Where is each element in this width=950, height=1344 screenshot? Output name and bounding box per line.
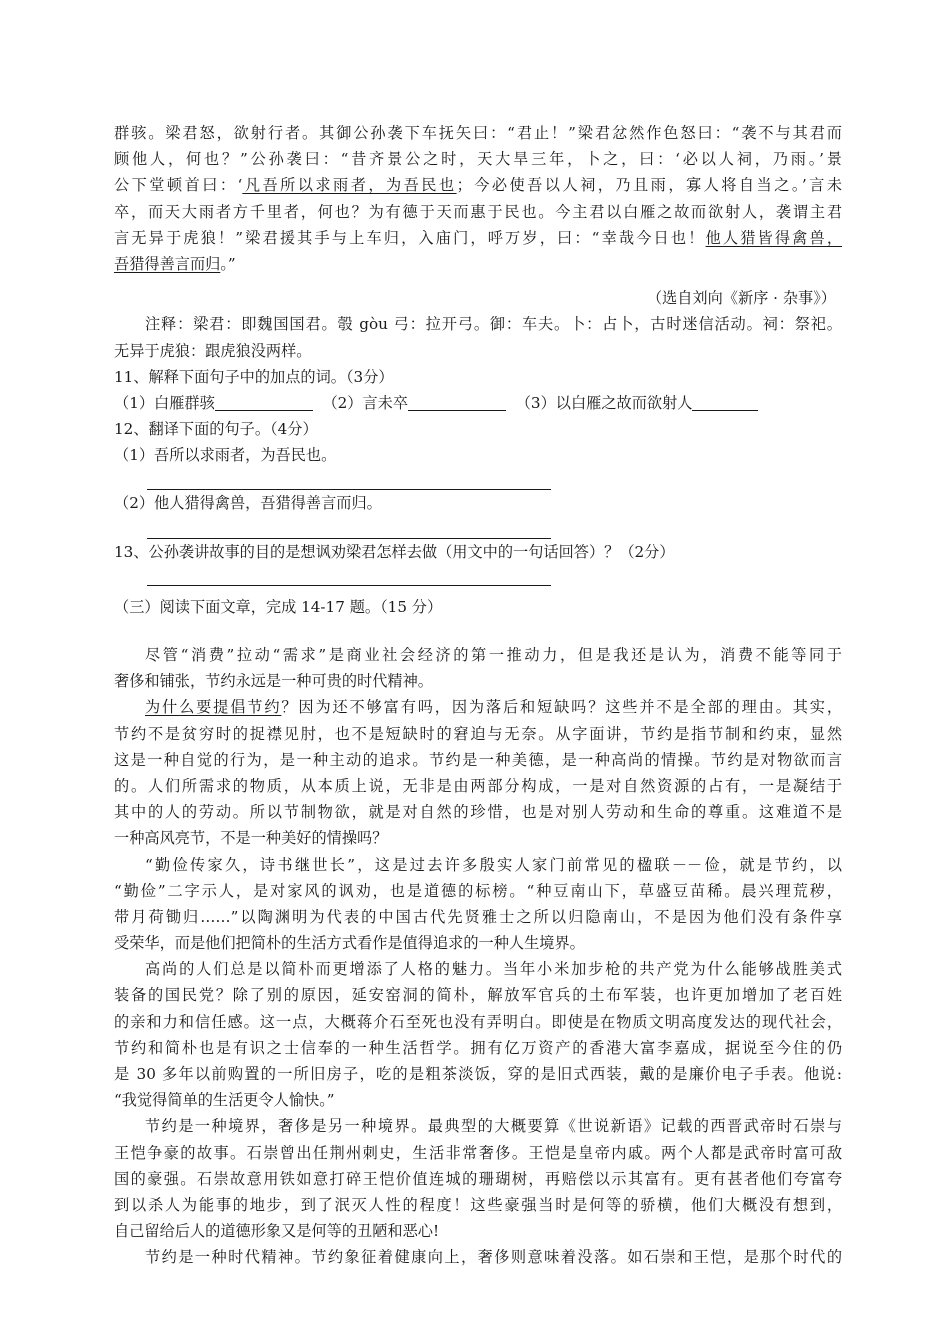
essay-p1-line-1: 尽管“消费”拉动“需求”是商业社会经济的第一推动力，但是我还是认为，消费不能等同于 xyxy=(145,646,842,664)
question-13: 13、公孙袭讲故事的目的是想讽劝梁君怎样去做（用文中的一句话回答）？（2分） xyxy=(114,542,675,561)
essay-p4-line-1: 高尚的人们总是以简朴而更增添了人格的魅力。当年小米加步枪的共产党为什么能够战胜美式 xyxy=(145,960,842,979)
essay-p5-line-3: 国的豪强。石崇故意用铁如意打碎王恺价值连城的珊瑚树，再赔偿以示其富有。更有甚者他们夸富夸 xyxy=(114,1169,842,1188)
story-line-2: 顾他人，何也？”公孙袭曰：“昔齐景公之时，天大旱三年，卜之，曰：‘必以人祠，乃雨。’景 xyxy=(114,150,842,169)
document-page xyxy=(114,120,842,1271)
essay-p5-line-4: 到以杀人为能事的地步，到了泯灭人性的程度！这些豪强当时是何等的骄横，他们大概没有想到， xyxy=(114,1195,842,1214)
essay-p2-line-2: 节约不是贫穷时的捉襟见肘，也不是短缺时的窘迫与无奈。从字面讲，节约是指节制和约束，显然 xyxy=(114,724,842,743)
answer-blank[interactable] xyxy=(692,394,758,411)
essay-p4-line-4: 节约和简朴也是有识之士信奉的一种生活哲学。拥有亿万资产的香港大富李嘉成，据说至今住的仍 xyxy=(114,1038,842,1057)
essay-p3-line-1: “勤俭传家久，诗书继世长”，这是过去许多殷实人家门前常见的楹联－－俭，就是节约，以 xyxy=(145,855,842,874)
essay-p4-line-6: “我觉得简单的生活更令人愉快。” xyxy=(114,1091,335,1110)
source-citation: （选自刘向《新序 · 杂事》） xyxy=(646,289,836,308)
underlined-sentence: 吾猎得善言而归 xyxy=(114,254,221,273)
story-line-1: 群骇。梁君怒，欲射行者。其御公孙袭下车抚矢曰：“君止！”梁君忿然作色怒曰：“袭不与其君而 xyxy=(114,124,842,142)
notes-line-1: 注释：梁君：即魏国国君。彀 gòu 弓：拉开弓。御：车夫。卜：占卜，古时迷信活动。祠：祭祀。 xyxy=(145,315,842,334)
essay-p5-line-5: 自己留给后人的道德形象又是何等的丑陋和恶心! xyxy=(114,1222,440,1241)
essay-p2-line-3: 这是一种自觉的行为，是一种主动的追求。节约是一种美德，是一种高尚的情操。节约是对物欲而言 xyxy=(114,750,842,769)
essay-p3-line-3: 带月荷锄归……”以陶渊明为代表的中国古代先贤雅士之所以归隐南山，不是因为他们没有条件享 xyxy=(114,907,842,926)
story-line-5: 言无异于虎狼！”梁君援其手与上车归，入庙门，呼万岁，曰：“幸哉今日也！他人猎皆得禽兽， xyxy=(114,228,842,247)
essay-p6-line-1: 节约是一种时代精神。节约象征着健康向上，奢侈则意味着没落。如石崇和王恺，是那个时代的 xyxy=(145,1248,842,1267)
question-12-1: （1）吾所以求雨者，为吾民也。 xyxy=(114,446,337,465)
essay-p3-line-4: 受荣华，而是他们把简朴的生活方式看作是值得追求的一种人生境界。 xyxy=(114,934,585,953)
answer-blank[interactable] xyxy=(408,394,506,411)
underlined-sentence: 为什么要提倡节约 xyxy=(145,698,282,717)
essay-p3-line-2: “勤俭”二字示人，是对家风的讽劝，也是道德的标榜。“种豆南山下，草盛豆苗稀。晨兴理荒秽， xyxy=(114,881,842,900)
essay-p2-line-4: 的。人们所需求的物质，从本质上说，无非是由两部分构成，一是对自然资源的占有，一是凝结于 xyxy=(114,776,842,795)
answer-line[interactable] xyxy=(147,565,551,586)
essay-p2-line-6: 一种高风亮节，不是一种美好的情操吗？ xyxy=(114,829,388,848)
answer-blank[interactable] xyxy=(215,394,313,411)
section-3-heading: （三）阅读下面文章，完成 14-17 题。（15 分） xyxy=(114,597,443,616)
essay-p4-line-3: 的亲和力和信任感。这一点，大概蒋介石至死也没有弄明白。即使是在物质文明高度发达的现代社会， xyxy=(114,1012,842,1031)
question-11: 11、解释下面句子中的加点的词。（3分） xyxy=(114,367,394,386)
essay-p5-line-2: 王恺争豪的故事。石崇曾出任荆州刺史，生活非常奢侈。王恺是皇帝内戚。两个人都是武帝时富可敌 xyxy=(114,1143,842,1162)
question-11-items: （1）白雁群骇 （2）言未卒 （3）以白雁之故而欲射人 xyxy=(114,390,842,416)
essay-p2-line-5: 其中的人的劳动。所以节制物欲，就是对自然的珍惜，也是对别人劳动和生命的尊重。这难道不是 xyxy=(114,803,842,822)
answer-line[interactable] xyxy=(147,468,551,490)
essay-p1-line-2: 奢侈和铺张，节约永远是一种可贵的时代精神。 xyxy=(114,672,433,691)
question-12-2: （2）他人猎得禽兽，吾猎得善言而归。 xyxy=(114,494,382,513)
underlined-sentence: 他人猎皆得禽兽， xyxy=(705,228,842,247)
essay-p2-line-1: 为什么要提倡节约？因为还不够富有吗，因为落后和短缺吗？这些并不是全部的理由。其实， xyxy=(145,698,842,717)
story-line-3: 公下堂顿首曰：‘凡吾所以求雨者，为吾民也；今必使吾以人祠，乃且雨，寡人将自当之。’言未 xyxy=(114,176,842,195)
essay-p4-line-2: 装备的国民党？除了别的原因，延安窑洞的简朴，解放军官兵的土布军装，也许更加增加了老百姓 xyxy=(114,986,842,1005)
answer-line[interactable] xyxy=(147,517,551,539)
essay-p5-line-1: 节约是一种境界，奢侈是另一种境界。最典型的大概要算《世说新语》记载的西晋武帝时石崇与 xyxy=(145,1117,842,1136)
essay-p4-line-5: 是 30 多年以前购置的一所旧房子，吃的是粗茶淡饭，穿的是旧式西装，戴的是廉价电子手表。他说: xyxy=(114,1065,842,1083)
question-12: 12、翻译下面的句子。（4分） xyxy=(114,420,318,439)
underlined-sentence: 凡吾所以求雨者，为吾民也 xyxy=(242,176,457,195)
story-line-6: 吾猎得善言而归。” xyxy=(114,254,236,273)
story-line-4: 卒，而天大雨者方千里者，何也？为有德于天而惠于民也。今主君以白雁之故而欲射人，袭谓主君 xyxy=(114,202,842,221)
notes-line-2: 无异于虎狼：跟虎狼没两样。 xyxy=(114,341,312,360)
